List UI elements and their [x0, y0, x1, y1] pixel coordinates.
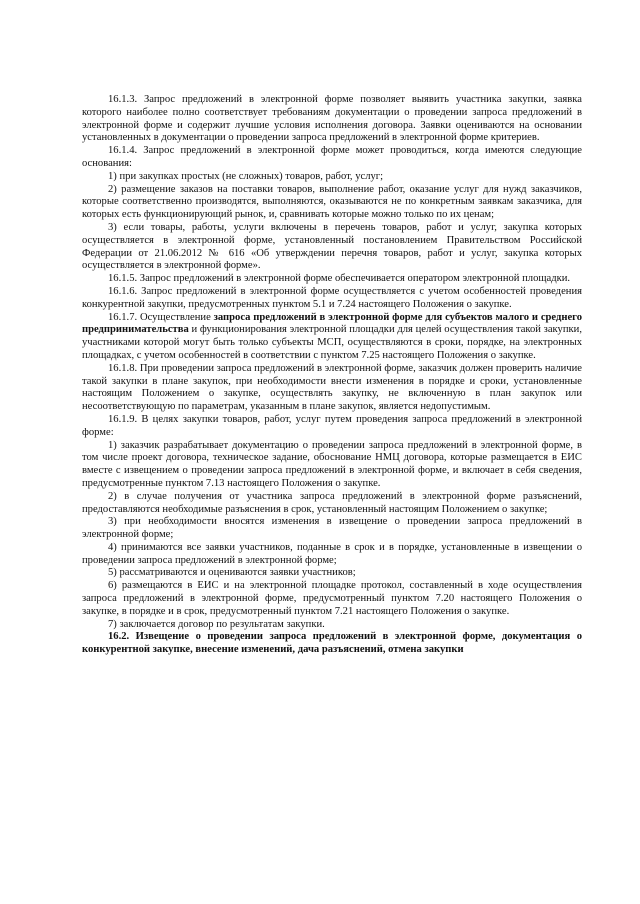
paragraph-16-1-4: 16.1.4. Запрос предложений в электронной форме может проводиться, когда имеются следующие основания: — [82, 145, 582, 169]
step-item-6: 6) размещаются в ЕИС и на электронной площадке протокол, составленный в ходе осуществления запроса предложений в электронной форме, предусмотренный пунктом 7.20 настоящего Положения о закупке, в порядке и в срок, предусмотренный пунктом 7.21 настоящего Положения о закупке. — [82, 580, 582, 617]
paragraph-16-1-5: 16.1.5. Запрос предложений в электронной форме обеспечивается оператором электронной площадки. — [108, 273, 571, 285]
step-item-2: 2) в случае получения от участника запроса предложений в электронной форме разъяснений, предоставляются необходимые разъяснения в срок, установленный настоящим Положением о закупке; — [82, 490, 582, 515]
document-page — [82, 94, 582, 657]
list-item-3: 3) если товары, работы, услуги включены в перечень товаров, работ и услуг, закупка которых осуществляется в электронной форме, установленный постановлением Правительством Российской Федерации от 21.06.2012 № 616 «Об утверждении перечня товаров, работ и услуг, закупка которых осуществляется в электронной форме». — [82, 221, 582, 272]
paragraph-16-1-7-bold: запроса предложений в электронной форме для субъектов малого и среднего предпринимательства — [82, 311, 582, 336]
step-item-7: 7) заключается договор по результатам закупки. — [108, 618, 325, 630]
paragraph-16-1-6: 16.1.6. Запрос предложений в электронной форме осуществляется с учетом особенностей проведения конкурентной закупки, предусмотренных пунктом 5.1 и 7.24 настоящего Положения о закупке. — [82, 285, 582, 310]
list-item-2: 2) размещение заказов на поставки товаров, выполнение работ, оказание услуг для нужд заказчиков, которые соответственно производятся, выполняются, оказываются не по конкретным заявкам заказчика, для которых есть функционирующий рынок, и, сравнивать которые можно только по их ценам; — [82, 183, 582, 221]
paragraph-16-1-8: 16.1.8. При проведении запроса предложений в электронной форме, заказчик должен проверить наличие такой закупки в плане закупок, при необходимости внести изменения в порядке и сроки, установленные настоящим Положением о закупке, осуществлять закупку, не включенную в план закупок или несоответствующую по параметрам, указанным в плане закупок, является недопустимым. — [82, 362, 582, 413]
step-item-5: 5) рассматриваются и оцениваются заявки участников; — [108, 567, 356, 579]
section-heading-16-2: 16.2. Извещение о проведении запроса предложений в электронной форме, документация о конкурентной закупке, внесение изменений, дача разъяснений, отмена закупки — [82, 631, 582, 656]
step-item-4: 4) принимаются все заявки участников, поданные в срок и в порядке, установленные в извещении о проведении запроса предложений в электронной форме; — [82, 541, 582, 566]
step-item-3: 3) при необходимости вносятся изменения в извещение о проведении запроса предложений в электронной форме; — [82, 516, 582, 541]
step-item-1: 1) заказчик разрабатывает документацию о проведении запроса предложений в электронной форме, в том числе проект договора, техническое задание, обоснование НМЦ договора, которые размещается в ЕИС вместе с извещением о проведении запроса предложений в электронной форме, и включает в себя сведения, предусмотренные пунктом 7.13 настоящего Положения о закупке. — [82, 439, 582, 489]
paragraph-16-1-7-start: 16.1.7. Осуществление — [108, 311, 214, 323]
paragraph-16-1-7-end: и функционирования электронной площадки для целей осуществления такой закупки, участниками которой могут быть только субъекты МСП, осуществляются в сроки, порядке, на электронных площадках, с учетом особенностей в соответствии с пунктом 7.25 настоящего Положения о закупке. — [82, 324, 582, 361]
paragraph-16-1-7 — [82, 312, 582, 363]
paragraph-16-1-9: 16.1.9. В целях закупки товаров, работ, услуг путем проведения запроса предложений в электронной форме: — [82, 413, 582, 438]
list-item-1: 1) при закупках простых (не сложных) товаров, работ, услуг; — [108, 170, 384, 182]
paragraph-16-1-3: 16.1.3. Запрос предложений в электронной форме позволяет выявить участника закупки, заявка которого наиболее полно соответствует требованиям документации о проведении запроса предложений в электронной форме и содержит лучшие условия исполнения договора. Заявки оцениваются на основании установленных в документации о проведении запроса предложений в электронной форме критериев. — [82, 94, 582, 144]
